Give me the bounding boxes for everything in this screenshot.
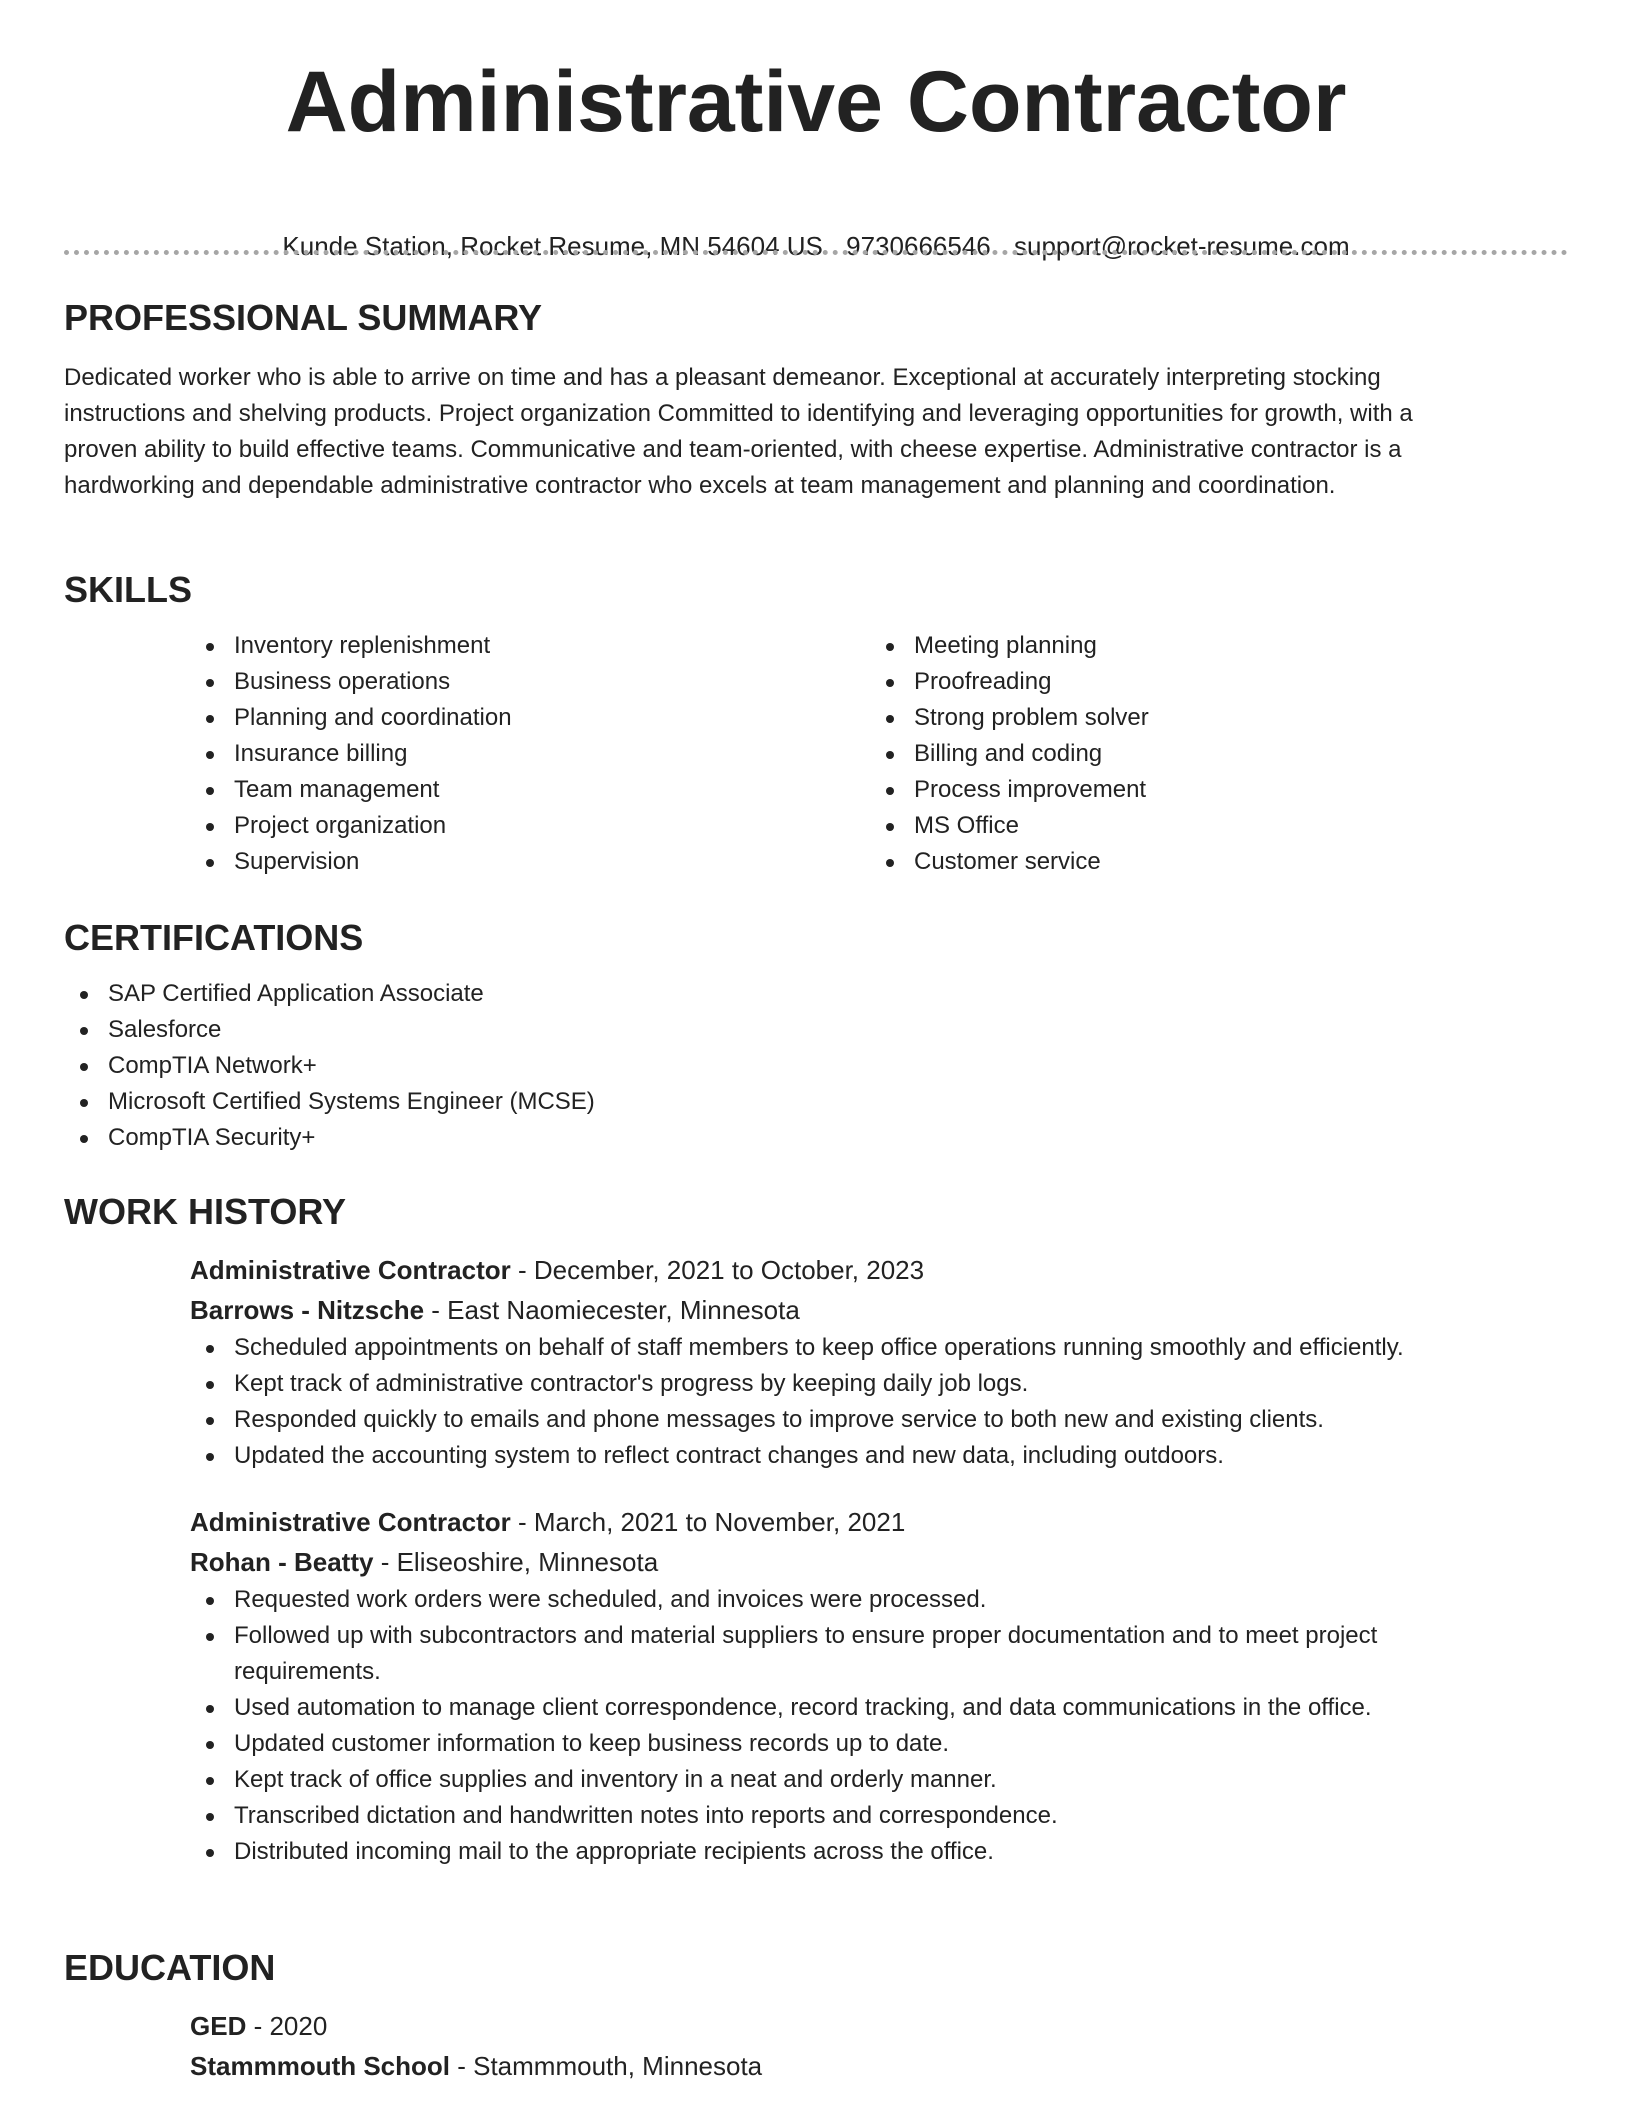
list-item: Scheduled appointments on behalf of staff members to keep office operations running smoothly and efficiently.: [190, 1330, 1484, 1366]
list-item: Inventory replenishment: [190, 628, 870, 664]
list-item: Followed up with subcontractors and material suppliers to ensure proper documentation and to meet project requirements.: [190, 1618, 1484, 1690]
education-section: [64, 1946, 1568, 2086]
list-item: Microsoft Certified Systems Engineer (MCSE): [64, 1084, 1568, 1120]
job-company-line: [190, 1290, 1568, 1330]
certifications-title: CERTIFICATIONS: [64, 917, 364, 958]
job-position: Administrative Contractor: [190, 1255, 511, 1285]
work-history-title: WORK HISTORY: [64, 1191, 347, 1232]
candidate-name: Administrative Contractor: [285, 54, 1347, 150]
list-item: Updated customer information to keep business records up to date.: [190, 1726, 1484, 1762]
education-degree-line: [190, 2006, 1568, 2046]
list-item: Proofreading: [870, 664, 1550, 700]
list-item: Updated the accounting system to reflect contract changes and new data, including outdoors.: [190, 1438, 1484, 1474]
summary-section: [64, 296, 1568, 504]
certifications-section: [64, 916, 1568, 1156]
list-item: MS Office: [870, 808, 1550, 844]
job-entry: [190, 1250, 1568, 1474]
work-history-section: [64, 1190, 1568, 1870]
list-item: Distributed incoming mail to the appropriate recipients across the office.: [190, 1834, 1484, 1870]
list-item: Business operations: [190, 664, 870, 700]
list-item: Responded quickly to emails and phone messages to improve service to both new and existing clients.: [190, 1402, 1484, 1438]
job-location: - East Naomiecester, Minnesota: [424, 1295, 800, 1325]
education-degree: GED: [190, 2011, 247, 2041]
education-year: - 2020: [246, 2011, 328, 2041]
list-item: CompTIA Security+: [64, 1120, 1568, 1156]
list-item: Transcribed dictation and handwritten notes into reports and correspondence.: [190, 1798, 1484, 1834]
header-divider: [64, 250, 1568, 255]
job-bullets: [190, 1582, 1568, 1870]
job-company: Barrows - Nitzsche: [190, 1295, 425, 1325]
list-item: Process improvement: [870, 772, 1550, 808]
list-item: Customer service: [870, 844, 1550, 880]
certifications-list: [64, 976, 1568, 1156]
job-title-line: [190, 1502, 1568, 1542]
education-location: - Stammmouth, Minnesota: [450, 2051, 763, 2081]
summary-text: Dedicated worker who is able to arrive on time and has a pleasant demeanor. Exceptional at accurately interpreting stocking instructions and shelving products. Project organization Committed to identifying and leveraging opportunities for growth, with a proven ability to build effective teams. Communicative and team-oriented, with cheese expertise. Administrative contractor is a hardworking and dependable administrative contractor who excels at team management and planning and coordination.: [64, 364, 1413, 499]
resume-header: [0, 0, 1632, 262]
skills-list-right: [870, 628, 1550, 880]
education-school: Stammmouth School: [190, 2051, 451, 2081]
job-title-line: [190, 1250, 1568, 1290]
list-item: Supervision: [190, 844, 870, 880]
job-dates: - March, 2021 to November, 2021: [510, 1507, 906, 1537]
list-item: Insurance billing: [190, 736, 870, 772]
job-position: Administrative Contractor: [190, 1507, 511, 1537]
list-item: Requested work orders were scheduled, and invoices were processed.: [190, 1582, 1484, 1618]
list-item: Planning and coordination: [190, 700, 870, 736]
education-entry: [190, 2006, 1568, 2086]
job-company-line: [190, 1542, 1568, 1582]
list-item: Team management: [190, 772, 870, 808]
job-dates: - December, 2021 to October, 2023: [510, 1255, 925, 1285]
education-title: EDUCATION: [64, 1947, 276, 1988]
list-item: Billing and coding: [870, 736, 1550, 772]
skills-columns: [190, 628, 1568, 880]
list-item: SAP Certified Application Associate: [64, 976, 1568, 1012]
skills-section: [64, 568, 1568, 880]
contact-email: support@rocket-resume.com: [1013, 231, 1350, 261]
job-entry: [190, 1502, 1568, 1870]
contact-phone: 9730666546: [846, 231, 991, 261]
job-bullets: [190, 1330, 1568, 1474]
list-item: Used automation to manage client correspondence, record tracking, and data communications in the office.: [190, 1690, 1484, 1726]
list-item: Meeting planning: [870, 628, 1550, 664]
list-item: Kept track of administrative contractor's progress by keeping daily job logs.: [190, 1366, 1484, 1402]
list-item: Kept track of office supplies and inventory in a neat and orderly manner.: [190, 1762, 1484, 1798]
list-item: Salesforce: [64, 1012, 1568, 1048]
education-school-line: [190, 2046, 1568, 2086]
contact-address: Kunde Station, Rocket Resume, MN 54604 US: [282, 231, 823, 261]
job-location: - Eliseoshire, Minnesota: [373, 1547, 659, 1577]
list-item: Strong problem solver: [870, 700, 1550, 736]
summary-title: PROFESSIONAL SUMMARY: [64, 297, 543, 338]
list-item: CompTIA Network+: [64, 1048, 1568, 1084]
job-company: Rohan - Beatty: [190, 1547, 374, 1577]
list-item: Project organization: [190, 808, 870, 844]
skills-title: SKILLS: [64, 569, 193, 610]
skills-list-left: [190, 628, 870, 880]
contact-line: [0, 230, 1632, 262]
